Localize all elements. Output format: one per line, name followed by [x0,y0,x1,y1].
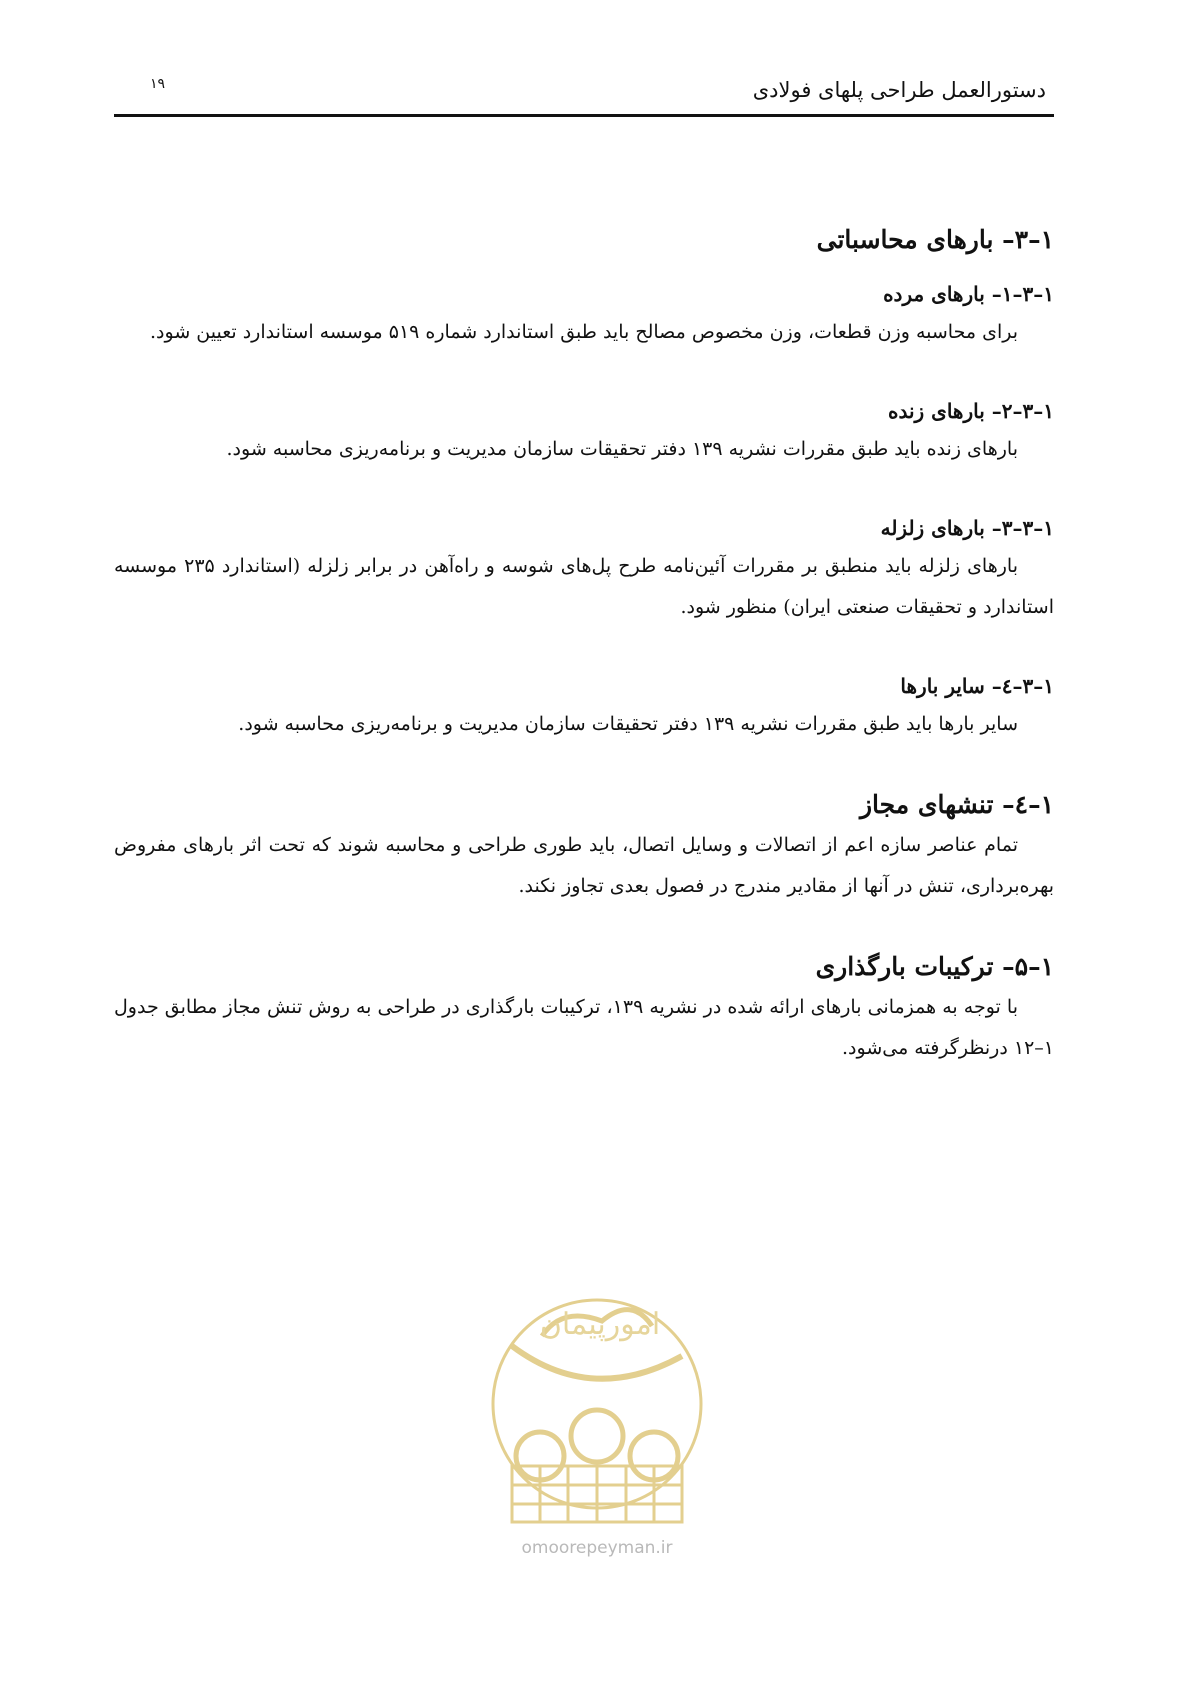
load-combinations-paragraph: با توجه به همزمانی بارهای ارائه شده در نشریه ۱۳۹، ترکیبات بارگذاری در طراحی به روش تنش مجاز مطابق جدول ۱–۱۲ درنظرگرفته می‌شود. [114,996,1054,1059]
live-loads-paragraph: بارهای زنده باید طبق مقررات نشریه ۱۳۹ دفتر تحقیقات سازمان مدیریت و برنامه‌ریزی محاسبه شود. [226,438,1018,460]
watermark-url: omoorepeyman.ir [521,1538,673,1558]
dead-loads-paragraph: برای محاسبه وزن قطعات، وزن مخصوص مصالح باید طبق استاندارد شماره ۵۱۹ موسسه استاندارد تعیین شود. [150,321,1018,343]
seal-icon [482,1286,712,1536]
subsection-live-loads-heading: ۱–۳–۲– بارهای زنده [888,399,1054,423]
watermark-logo-text: امورپیمان [539,1307,661,1342]
subsection-earthquake-loads-heading: ۱–۳–۳– بارهای زلزله [880,516,1054,540]
section-5-heading: ۱–۵– ترکیبات بارگذاری [815,952,1054,981]
page-header [114,70,1054,117]
page-content [114,220,1054,1069]
subsection-dead-loads-heading: ۱–۳–۱– بارهای مرده [883,282,1054,306]
earthquake-loads-paragraph: بارهای زلزله باید منطبق بر مقررات آئین‌نامه طرح پل‌های شوسه و راه‌آهن در برابر زلزله (استاندارد ۲۳۵ موسسه استاندارد و تحقیقات صنعتی ایران) منظور شود. [114,555,1054,618]
allowable-stress-paragraph: تمام عناصر سازه اعم از اتصالات و وسایل اتصال، باید طوری طراحی و محاسبه شوند که تحت اثر بارهای مفروض بهره‌برداری، تنش در آنها از مقادیر مندرج در فصول بعدی تجاوز نکند. [114,834,1054,897]
other-loads-paragraph: سایر بارها باید طبق مقررات نشریه ۱۳۹ دفتر تحقیقات سازمان مدیریت و برنامه‌ریزی محاسبه شود. [238,713,1018,735]
section-4-heading: ۱–٤– تنشهای مجاز [859,790,1054,819]
page-number: ۱۹ [150,76,166,92]
section-3-heading: ۱–۳– بارهای محاسباتی [816,225,1054,254]
subsection-other-loads-heading: ۱–۳–٤– سایر بارها [900,674,1054,698]
watermark-logo [482,1286,712,1556]
running-title: دستورالعمل طراحی پلهای فولادی [752,78,1046,102]
